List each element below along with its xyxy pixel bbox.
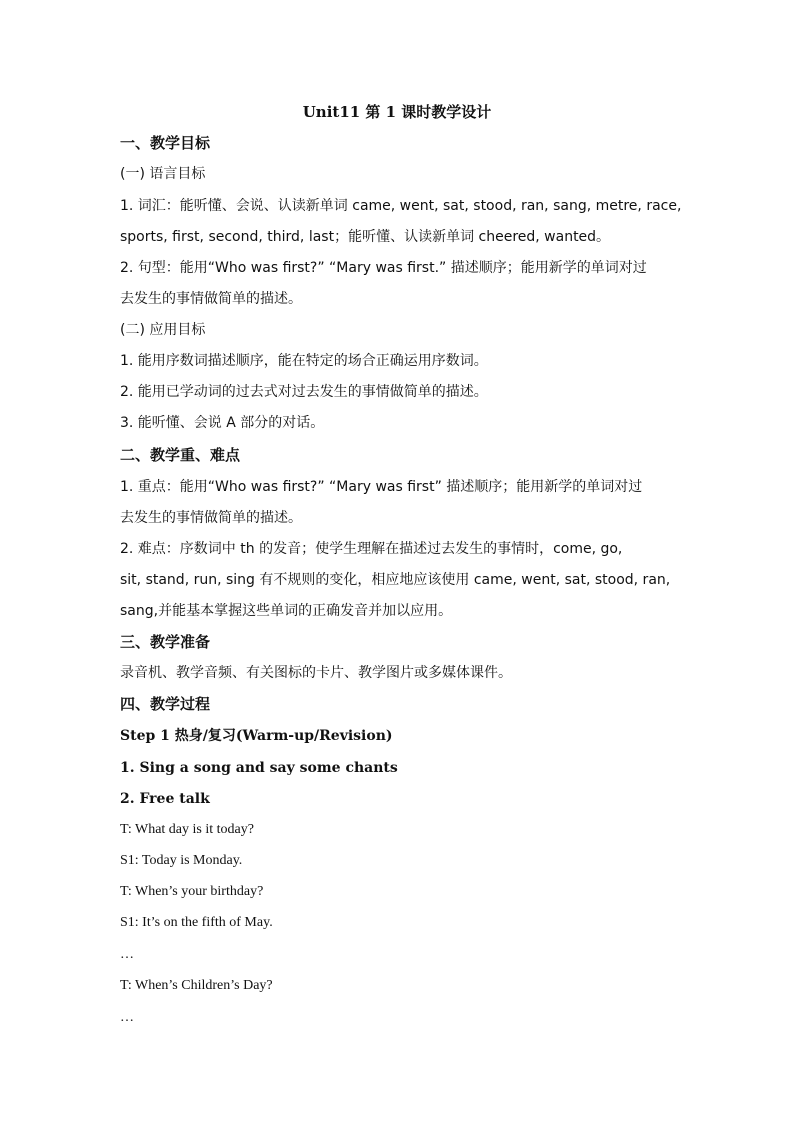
paragraph-line: 去发生的事情做简单的描述。	[120, 291, 302, 307]
heading-teaching-process: 四、教学过程	[120, 695, 211, 713]
dialogue-line: T: What day is it today?	[120, 822, 254, 837]
paragraph-line: 3. 能听懂、会说 A 部分的对话。	[120, 415, 325, 431]
heading-teaching-goals: 一、教学目标	[120, 134, 211, 152]
paragraph-line: 去发生的事情做简单的描述。	[120, 510, 302, 526]
paragraph-line: sang,并能基本掌握这些单词的正确发音并加以应用。	[120, 603, 453, 619]
paragraph-line: sit, stand, run, sing 有不规则的变化，相应地应该使用 came, went, sat, stood, ran,	[120, 572, 671, 588]
ellipsis: …	[120, 1010, 134, 1025]
heading-key-points: 二、教学重、难点	[120, 446, 241, 464]
ellipsis: …	[120, 947, 134, 962]
paragraph-line: 2. 难点：序数词中 th 的发音；使学生理解在描述过去发生的事情时，come, go,	[120, 541, 623, 557]
step-heading: Step 1 热身/复习(Warm-up/Revision)	[120, 728, 393, 744]
heading-preparation: 三、教学准备	[120, 633, 211, 651]
paragraph-line: 1. 能用序数词描述顺序，能在特定的场合正确运用序数词。	[120, 353, 488, 369]
dialogue-line: T: When’s your birthday?	[120, 884, 264, 899]
step-item: 2. Free talk	[120, 791, 210, 807]
dialogue-line: T: When’s Children’s Day?	[120, 978, 273, 993]
subheading-language-goals: (一) 语言目标	[120, 166, 206, 182]
dialogue-line: S1: It’s on the fifth of May.	[120, 915, 273, 930]
paragraph-line: 2. 句型：能用“Who was first?” “Mary was first.” 描述顺序；能用新学的单词对过	[120, 260, 647, 276]
dialogue-line: S1: Today is Monday.	[120, 853, 243, 868]
paragraph-line: 2. 能用已学动词的过去式对过去发生的事情做简单的描述。	[120, 384, 488, 400]
paragraph-line: sports, first, second, third, last；能听懂、认读新单词 cheered, wanted。	[120, 229, 611, 245]
document-title: Unit11 第 1 课时教学设计	[302, 103, 492, 121]
paragraph-line: 1. 重点：能用“Who was first?” “Mary was first” 描述顺序；能用新学的单词对过	[120, 479, 643, 495]
paragraph-line: 录音机、教学音频、有关图标的卡片、教学图片或多媒体课件。	[120, 665, 512, 681]
paragraph-line: 1. 词汇：能听懂、会说、认读新单词 came, went, sat, stood, ran, sang, metre, race,	[120, 198, 682, 214]
subheading-application-goals: (二) 应用目标	[120, 322, 206, 338]
step-item: 1. Sing a song and say some chants	[120, 760, 398, 776]
